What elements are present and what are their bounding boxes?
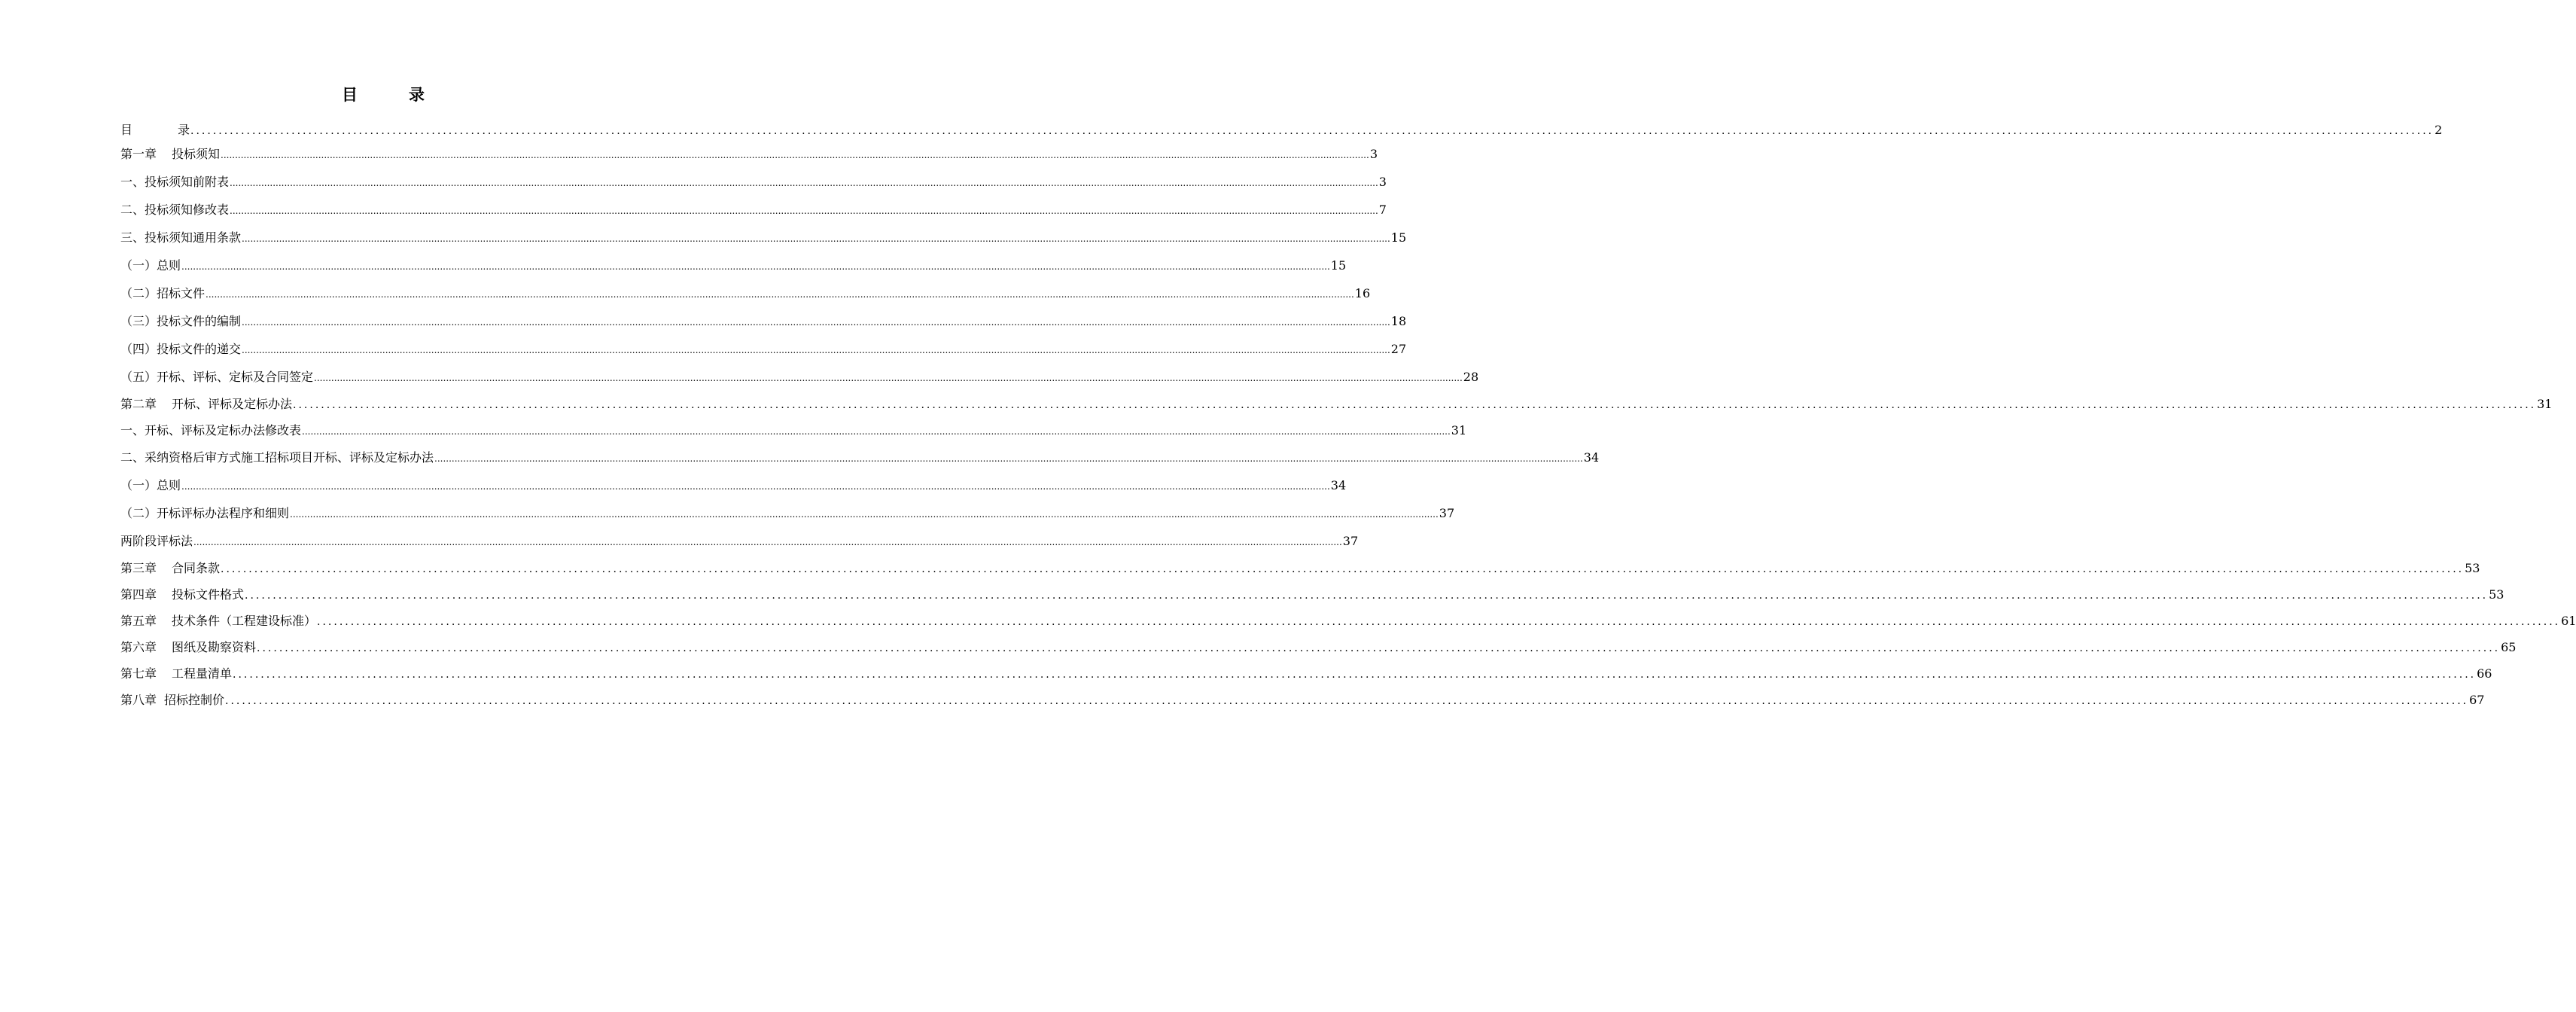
toc-entry-page: 34	[1583, 450, 1600, 465]
toc-entry-page: 53	[2489, 587, 2504, 602]
toc-heading-char-1: 目	[342, 86, 358, 104]
toc-entry-page: 31	[1451, 423, 1467, 437]
toc-entry-title: 一、开标、评标及定标办法修改表	[120, 423, 302, 437]
dot-leader: ................................................................................................................................................................................................................................................................................................................................................................................................................	[317, 616, 2561, 628]
toc-entry-page: 66	[2477, 666, 2492, 681]
dot-leader: ................................................................................................................................................................................................................................................................................................................................................................................................................	[221, 150, 1369, 160]
toc-entry[interactable]	[120, 197, 1387, 224]
toc-entry[interactable]	[120, 308, 1407, 336]
toc-entry[interactable]	[120, 661, 2492, 687]
toc-entry[interactable]	[120, 364, 1479, 392]
toc-entry-title: 两阶段评标法	[120, 534, 193, 548]
toc-entry-title: （二）招标文件	[120, 286, 206, 300]
dot-leader: ................................................................................................................................................................................................................................................................................................................................................................................................................	[190, 125, 2434, 137]
toc-entry-page: 37	[1342, 534, 1359, 548]
toc-entry[interactable]	[120, 336, 1407, 364]
toc-entry-page: 3	[1369, 147, 1378, 161]
toc-entry-prefix: 第五章	[120, 614, 157, 628]
toc-entry-page: 28	[1463, 370, 1479, 384]
toc-entry-title: 招标控制价	[164, 693, 225, 707]
dot-leader: ................................................................................................................................................................................................................................................................................................................................................................................................................	[293, 399, 2537, 411]
toc-list	[120, 119, 2576, 714]
toc-entry-page: 16	[1354, 286, 1371, 300]
toc-entry[interactable]	[120, 635, 2517, 661]
toc-entry-title: （二）开标评标办法程序和细则	[120, 506, 290, 520]
toc-entry[interactable]	[120, 418, 1467, 444]
toc-entry[interactable]	[120, 280, 1371, 308]
toc-entry-page: 15	[1330, 258, 1347, 273]
dot-leader: ................................................................................................................................................................................................................................................................................................................................................................................................................	[221, 563, 2465, 575]
dot-leader: ................................................................................................................................................................................................................................................................................................................................................................................................................	[230, 206, 1378, 216]
toc-entry[interactable]	[120, 392, 2553, 418]
toc-entry-page: 67	[2469, 693, 2485, 707]
toc-entry[interactable]	[120, 556, 2480, 582]
dot-leader: ................................................................................................................................................................................................................................................................................................................................................................................................................	[181, 261, 1330, 272]
toc-entry-prefix: 第二章	[120, 397, 157, 411]
toc-entry-title: 开标、评标及定标办法	[172, 397, 293, 411]
toc-entry-title: 二、投标须知修改表	[120, 203, 230, 217]
dot-leader: ................................................................................................................................................................................................................................................................................................................................................................................................................	[206, 289, 1354, 300]
toc-entry-title: 投标文件格式	[172, 587, 245, 602]
dot-leader: ................................................................................................................................................................................................................................................................................................................................................................................................................	[302, 426, 1451, 437]
dot-leader: ................................................................................................................................................................................................................................................................................................................................................................................................................	[314, 373, 1463, 383]
toc-entry-title: 图纸及勘察资料	[172, 640, 257, 654]
dot-leader: ................................................................................................................................................................................................................................................................................................................................................................................................................	[193, 537, 1342, 547]
toc-entry-prefix: 目	[120, 123, 133, 137]
toc-entry[interactable]	[120, 582, 2504, 608]
toc-entry-page: 7	[1378, 203, 1387, 217]
toc-entry[interactable]	[120, 444, 1600, 472]
toc-entry-title: （一）总则	[120, 258, 181, 273]
dot-leader: ................................................................................................................................................................................................................................................................................................................................................................................................................	[230, 178, 1378, 188]
dot-leader: ................................................................................................................................................................................................................................................................................................................................................................................................................	[434, 453, 1583, 464]
toc-entry-page: 15	[1390, 230, 1407, 245]
toc-entry[interactable]	[120, 120, 2443, 141]
toc-heading	[0, 83, 766, 105]
dot-leader: ................................................................................................................................................................................................................................................................................................................................................................................................................	[245, 590, 2489, 602]
dot-leader: ................................................................................................................................................................................................................................................................................................................................................................................................................	[257, 642, 2501, 654]
toc-entry[interactable]	[120, 608, 2576, 635]
toc-entry-page: 34	[1330, 478, 1347, 492]
toc-entry[interactable]	[120, 252, 1347, 280]
dot-leader: ................................................................................................................................................................................................................................................................................................................................................................................................................	[225, 695, 2469, 707]
toc-entry-prefix: 第四章	[120, 587, 157, 602]
toc-entry-page: 18	[1390, 314, 1407, 328]
toc-entry-page: 61	[2561, 614, 2576, 628]
toc-entry-prefix: 第七章	[120, 666, 157, 681]
toc-entry-title: 工程量清单	[172, 666, 233, 681]
toc-entry-prefix: 第六章	[120, 640, 157, 654]
toc-entry-title: 合同条款	[172, 561, 221, 575]
toc-entry-page: 53	[2465, 561, 2480, 575]
toc-entry[interactable]	[120, 169, 1387, 197]
dot-leader: ................................................................................................................................................................................................................................................................................................................................................................................................................	[242, 233, 1390, 244]
toc-entry-title: 录	[178, 123, 190, 137]
toc-entry[interactable]	[120, 528, 1359, 556]
toc-entry-title: 二、采纳资格后审方式施工招标项目开标、评标及定标办法	[120, 450, 434, 465]
toc-entry-prefix: 第一章	[120, 147, 157, 161]
toc-entry[interactable]	[120, 472, 1347, 500]
dot-leader: ................................................................................................................................................................................................................................................................................................................................................................................................................	[242, 317, 1390, 328]
toc-entry-page: 27	[1390, 342, 1407, 356]
toc-entry-title: 投标须知	[172, 147, 221, 161]
dot-leader: ................................................................................................................................................................................................................................................................................................................................................................................................................	[233, 669, 2477, 681]
toc-entry[interactable]	[120, 687, 2485, 714]
toc-entry-prefix: 第三章	[120, 561, 157, 575]
toc-entry[interactable]	[120, 224, 1407, 252]
dot-leader: ................................................................................................................................................................................................................................................................................................................................................................................................................	[242, 345, 1390, 355]
dot-leader: ................................................................................................................................................................................................................................................................................................................................................................................................................	[181, 481, 1330, 492]
toc-entry-page: 37	[1439, 506, 1455, 520]
toc-entry-page: 65	[2501, 640, 2517, 654]
toc-entry-title: （五）开标、评标、定标及合同签定	[120, 370, 314, 384]
toc-heading-char-2: 录	[409, 86, 425, 104]
toc-entry-title: （三）投标文件的编制	[120, 314, 242, 328]
toc-entry-page: 3	[1378, 175, 1387, 189]
toc-entry-title: 一、投标须知前附表	[120, 175, 230, 189]
toc-entry-page: 31	[2537, 397, 2553, 411]
dot-leader: ................................................................................................................................................................................................................................................................................................................................................................................................................	[290, 509, 1439, 520]
toc-entry-prefix: 第八章	[120, 693, 157, 707]
toc-entry-title: （一）总则	[120, 478, 181, 492]
toc-entry[interactable]	[120, 141, 1378, 169]
toc-entry[interactable]	[120, 500, 1455, 528]
toc-entry-page: 2	[2434, 123, 2443, 137]
toc-entry-title: 三、投标须知通用条款	[120, 230, 242, 245]
toc-entry-title: 技术条件（工程建设标准）	[172, 614, 317, 628]
toc-entry-title: （四）投标文件的递交	[120, 342, 242, 356]
